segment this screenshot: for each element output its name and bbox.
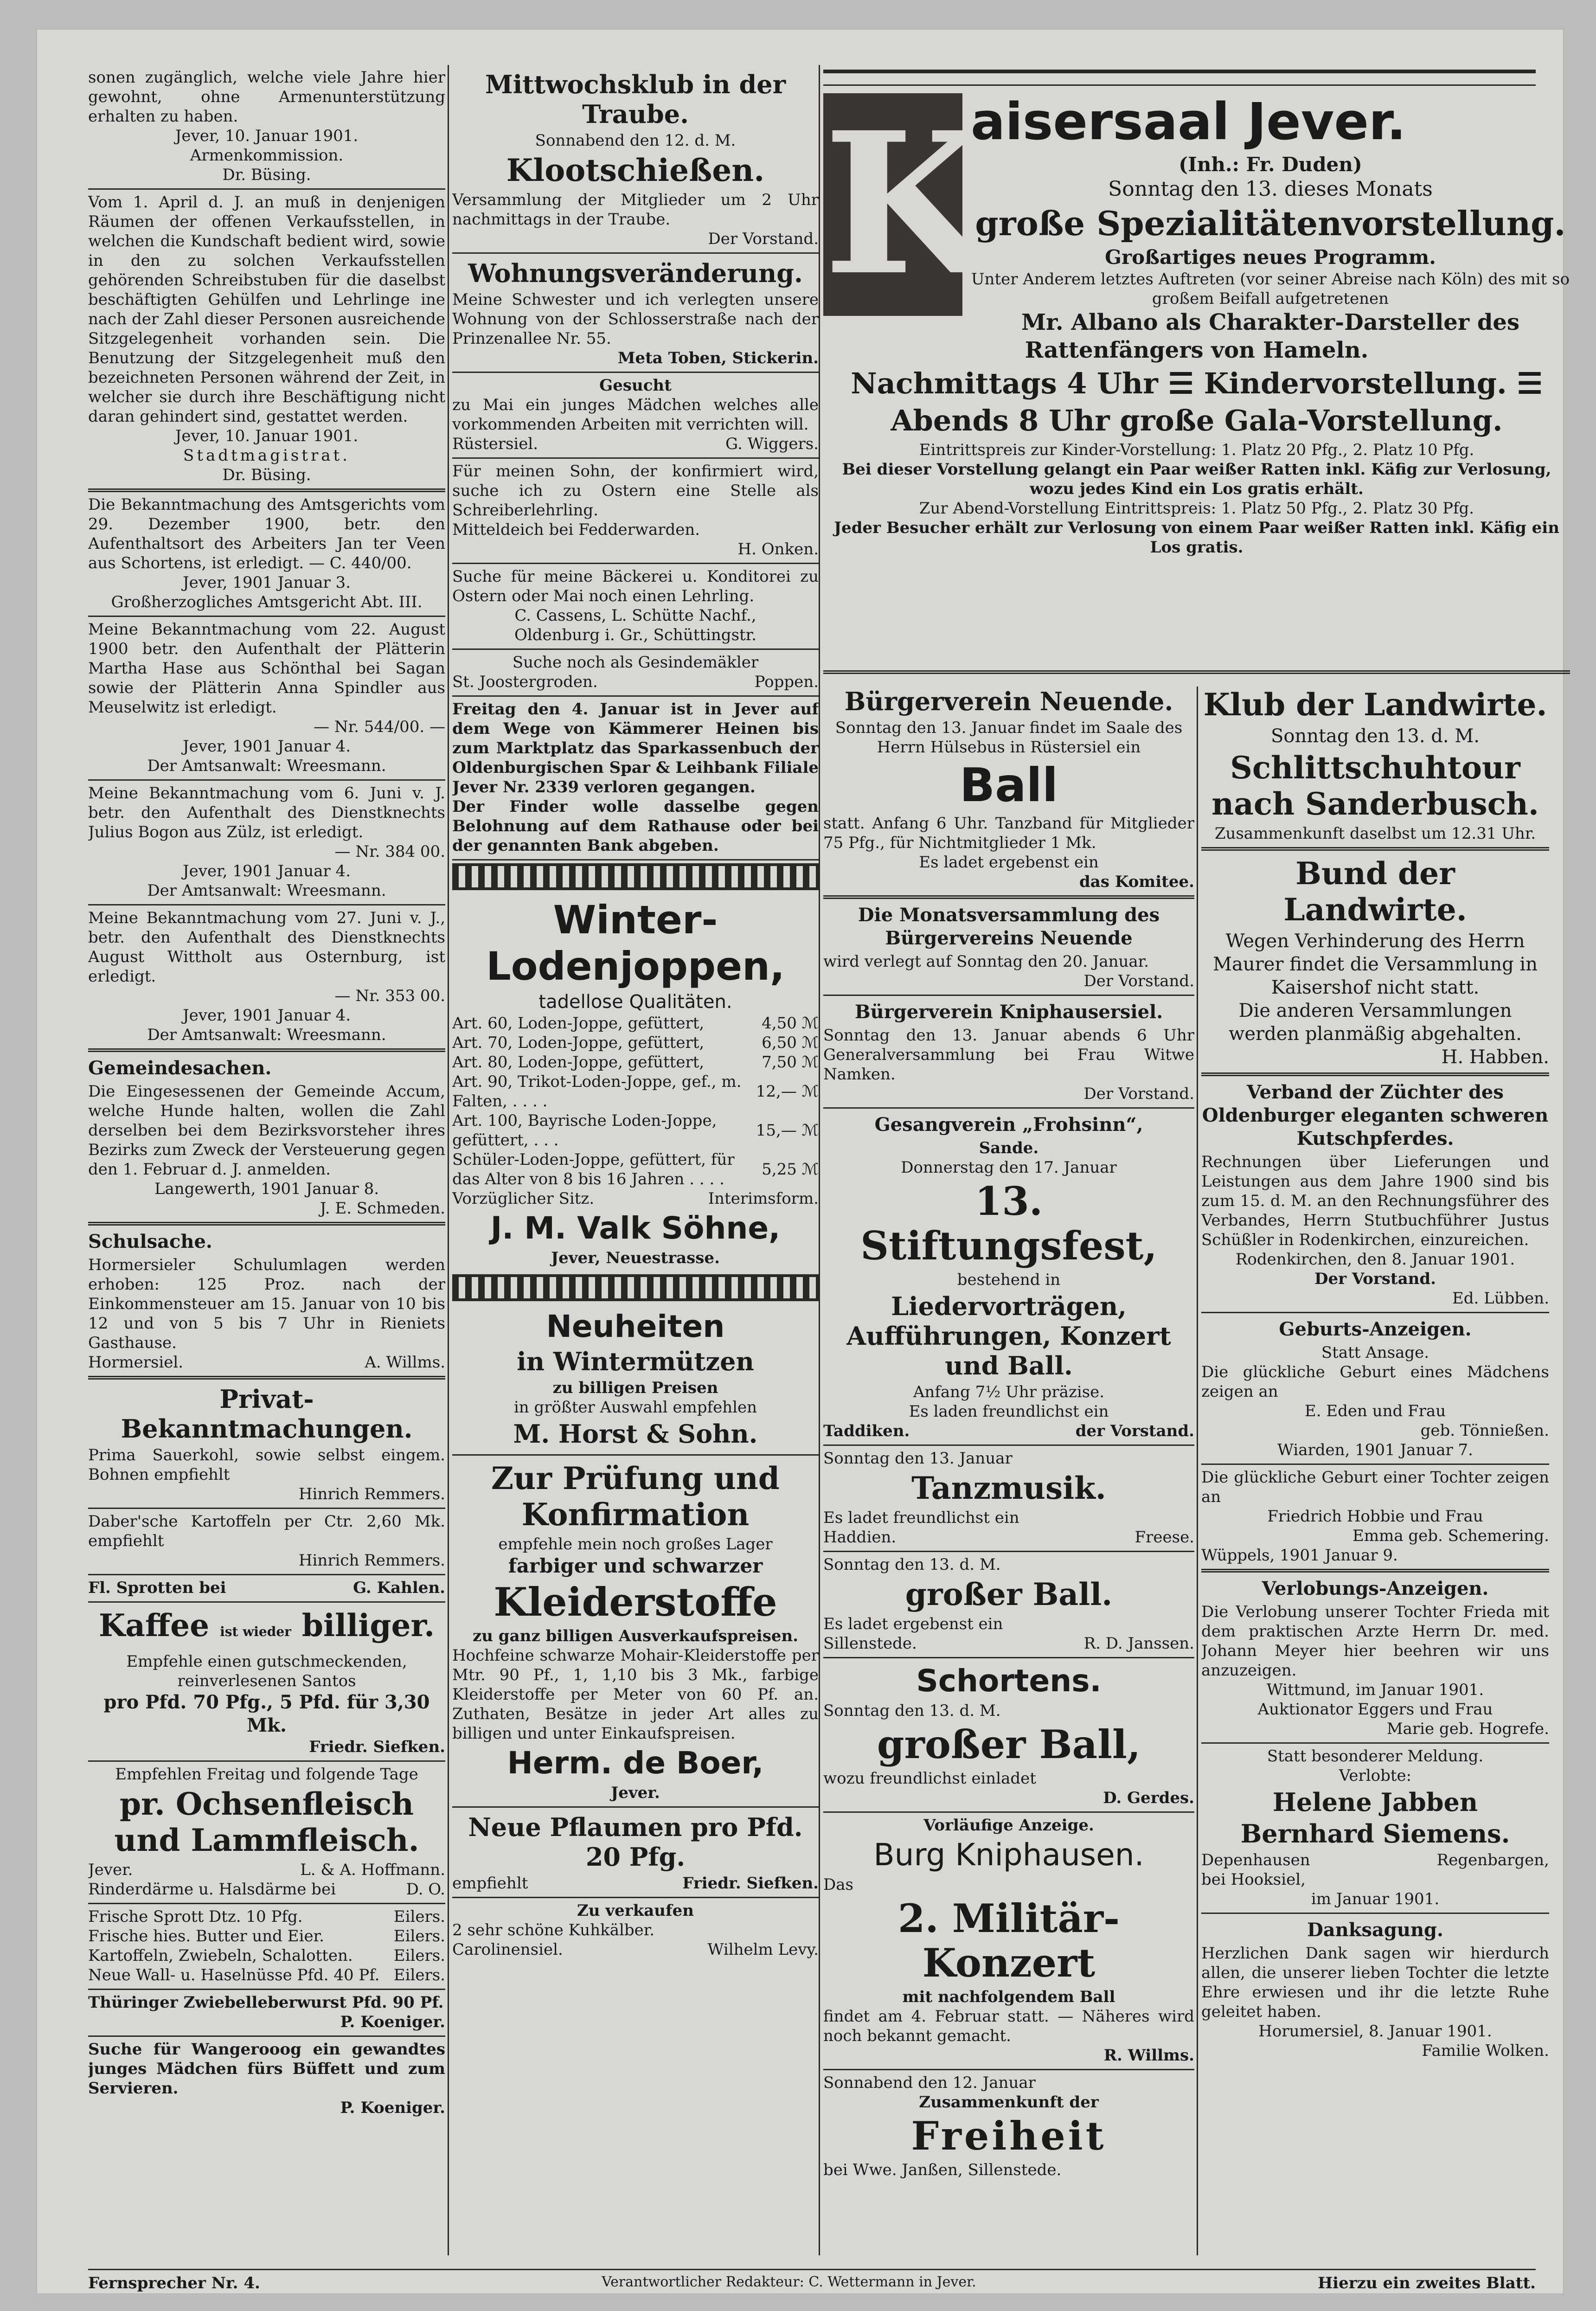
initial-letter: K [823,90,993,319]
ad-baeckerei [452,564,819,650]
ad-artist: Mr. Albano als Charakter-Darsteller des Rattenfängers von Hameln. [1021,309,1519,363]
ad-date: Donnerstag den 17. Januar [901,1158,1117,1177]
ad-place: Jever. [611,1784,660,1802]
ad-place: Oldenburg i. Gr., Schüttingstr. [514,626,757,644]
ad-signature: G. Wiggers. [725,435,819,453]
ad-text: Vorzüglicher Sitz. [452,1189,595,1208]
section-gemeindesachen [88,1052,445,1226]
ad-mittwochsklub [452,65,819,254]
ad-leberwurst [88,1990,445,2037]
page-footer [88,2269,1536,2292]
ad-date: Sonntag den 13. d. M. [1270,725,1480,747]
ad-text: Zusammenkunft daselbst um 12.31 Uhr. [1214,824,1536,843]
notice-text: Vom 1. April d. J. an muß in denjenigen Räumen der offenen Verkaufsstellen, in welchen die Kundschaft bedient wird, sowie in den zu solchen Verkaufsstellen gehörenden Schreibstuben für die daselbst beschäftigten Gehülfen und Lehrlinge ine nach der Zahl dieser Personen ausreichende Sitzgelegenheit vorhanden sein. Die Benutzung der Sitzgelegenheit muß den bezeichneten Personen während der Zeit, in welcher sie durch ihre Beschäftigung nicht daran gehindert sind, gestattet werden. [88,193,445,426]
column-rule [1197,687,1198,2255]
ad-kartoffeln [88,1509,445,1575]
notice-text: sonen zugänglich, welche viele Jahre hier gewohnt, ohne Armenunterstützung erhalten zu haben. [88,68,445,126]
notice-authority: Stadtmagistrat. [183,446,350,465]
ad-text: zu ganz billigen Ausverkaufspreisen. [472,1627,799,1645]
section-heading: Schulsache. [88,1231,212,1252]
ad-text: zu billigen Preisen [552,1379,718,1397]
ad-ball-sillenstede [823,1552,1194,1658]
ad-verlobung-jabben [1201,1744,1549,1914]
ad-place: Haddien. [823,1528,897,1547]
top-rule [823,70,1536,86]
ad-text: Suche noch als Gesindemäkler [512,653,759,672]
ad-headline: Neuheiten [546,1309,725,1344]
notice-text: Meine Bekanntmachung vom 22. August 1900 betr. den Aufenthalt der Plätterin Martha Hase aus Schönthal bei Sagan sowie der Plätterin Anna Spindler aus Meuselwitz ist erledigt. [88,620,445,717]
notice-number: — Nr. 544/00. — [314,718,445,736]
ad-text: Zusammenkunft der [919,2093,1099,2112]
ad-text: Thüringer Zwiebelleberwurst Pfd. 90 Pf. [88,1993,444,2012]
ad-text: in größter Auswahl empfehlen [513,1398,757,1417]
ad-text: Empfehle einen gutschmeckenden, reinverlesenen Santos [126,1652,407,1690]
ad-date: Wüppels, 1901 Januar 9. [1201,1546,1398,1565]
ad-date: Sonntag den 13. Januar [823,1449,1013,1468]
ad-lodenjoppen [452,893,819,1271]
ad-text: empfehle mein noch großes Lager [498,1535,773,1554]
ad-headline: Gesangverein „Frohsinn“, [874,1114,1143,1136]
ad-militaer-konzert [823,1813,1194,2070]
ad-headline: Neue Pflaumen pro Pfd. 20 Pfg. [468,1812,803,1872]
ad-kniphausersiel [823,996,1194,1109]
ad-headline: Tanzmusik. [911,1470,1106,1506]
ad-eilers [88,1904,445,1990]
ad-text: Interimsform. [708,1189,819,1208]
ad-headline: Kleiderstoffe [494,1579,777,1625]
notice-date: Jever, 1901 Januar 4. [182,737,351,756]
notice-signature: A. Willms. [365,1353,445,1372]
ad-kaisersaal [823,90,1570,674]
ad-text: Die anderen Versammlungen werden planmäßig abgehalten. [1229,1000,1522,1045]
ad-text: Jeder Besucher erhält zur Verlosung von einem Paar weißer Ratten inkl. Käfig ein Los gratis. [834,519,1559,557]
ad-signature: J. M. Valk Söhne, [490,1210,781,1246]
ad-signature: geb. Tönnießen. [1420,1421,1549,1440]
ad-text: Wegen Verhinderung des Herrn Maurer findet die Versammlung in Kaisershof nicht statt. [1213,931,1538,998]
ad-place: Rüstersiel. [452,435,538,453]
ad-signature: M. Horst & Sohn. [513,1419,758,1449]
section-heading: Gemeindesachen. [88,1057,272,1079]
ad-text: statt. Anfang 6 Uhr. Tanzband für Mitglieder 75 Pfg., für Nichtmitglieder 1 Mk. [823,814,1194,852]
ad-date: Wittmund, im Januar 1901. [1266,1681,1484,1699]
ad-date: Sonnabend den 12. d. M. [535,131,736,150]
ad-kuhkaelber [452,1898,819,1963]
ad-signature: E. Eden und Frau [1304,1402,1446,1420]
ad-text: Frische Sprott Dtz. 10 Pfg. [88,1907,303,1926]
ad-date: Rodenkirchen, den 8. Januar 1901. [1235,1250,1515,1269]
ad-text: wird verlegt auf Sonntag den 20. Januar. [823,952,1149,971]
ad-headline: Kaffee ist wieder billiger. [98,1607,435,1643]
ad-headline: Bund der Landwirte. [1283,855,1467,928]
ad-price: Eintrittspreis zur Kinder-Vorstellung: 1. Platz 20 Pfg., 2. Platz 10 Pfg. [919,441,1474,459]
ad-signature: Friedr. Siefken. [309,1738,445,1756]
ad-place: Carolinensiel. [452,1940,563,1959]
price-row: Art. 100, Bayrische Loden-Joppe, gefüttert, . . . 15,— ℳ [452,1111,819,1149]
ad-text: Für meinen Sohn, der konfirmiert wird, suche ich zu Ostern eine Stelle als Schreiberlehrling. [452,462,819,520]
ad-place: Sande. [979,1139,1039,1157]
ad-date: Wiarden, 1901 Januar 7. [1277,1441,1473,1459]
ad-place: Regenbargen, [1436,1851,1549,1869]
ad-text: Suche für meine Bäckerei u. Konditorei zu Ostern oder Mai noch einen Lehrling. [452,567,819,605]
ad-signature: Wilhelm Levy. [707,1940,819,1959]
notice-signature: Der Amtsanwalt: Wreesmann. [147,757,386,775]
ad-signature: Friedrich Hobbie und Frau [1267,1507,1483,1526]
ad-headline: Mittwochsklub in der Traube. [485,70,786,129]
ad-date: im Januar 1901. [1311,1890,1440,1908]
ad-date: Horumersiel, 8. Januar 1901. [1258,2022,1492,2041]
ad-text: Die glückliche Geburt eines Mädchens zeigen an [1201,1363,1549,1401]
ad-headline: Freiheit [911,2113,1107,2159]
ad-buergerverein-neuende [823,682,1194,899]
ad-headline: Klootschießen. [506,152,765,188]
ad-text: Es ladet ergebenst ein [919,853,1099,872]
notice-text: Die Bekanntmachung des Amtsgerichts vom 29. Dezember 1900, betr. den Aufenthaltsort des Arbeiters Jan ter Veen aus Schortens, ist erledigt. — C. 440/00. [88,495,445,572]
ad-price: pro Pfd. 70 Pfg., 5 Pfd. für 3,30 Mk. [103,1691,430,1736]
ad-signature: Friedr. Siefken. [682,1874,819,1893]
ad-headline: in Wintermützen [517,1347,754,1376]
ad-text: Kartoffeln, Zwiebeln, Schalotten. [88,1946,353,1965]
ad-danksagung [1201,1914,1549,2064]
ad-headline: Gesucht [599,376,672,395]
column-rule [819,65,820,2255]
ad-signature: Marie geb. Hogrefe. [1386,1720,1549,1738]
ad-headline: Lodenjoppen, [486,944,785,989]
ad-place: St. Joostergroden. [452,673,598,691]
ad-place: bei Wwe. Janßen, Sillenstede. [823,2161,1062,2179]
ad-place: Depenhausen [1201,1851,1310,1869]
notice-amtsgericht [88,492,445,617]
ad-text: bestehend in [957,1271,1061,1289]
ad-geburt-hobbie [1201,1465,1549,1573]
ad-signature: R. D. Janssen. [1083,1634,1194,1653]
ad-headline: aisersaal Jever. [971,92,1406,151]
ad-headline: Bernhard Siemens. [1240,1819,1510,1849]
ad-signature: Hinrich Remmers. [298,1485,445,1503]
ad-headline: Bürgerverein Neuende. [844,687,1173,716]
ad-signature: H. Onken. [737,540,819,558]
ad-text: wozu freundlichst einladet [823,1769,1036,1788]
ad-date: Sonntag den 13. dieses Monats [1108,177,1433,201]
ad-signature: Eilers. [393,1946,445,1965]
ad-text: Die glückliche Geburt einer Tochter zeigen an [1201,1468,1549,1506]
notice-date: Jever, 1901 Januar 4. [182,1006,351,1025]
ad-signature: Eilers. [393,1966,445,1984]
ad-signature: G. Kahlen. [353,1579,445,1597]
ad-text: Das [823,1875,853,1894]
ad-gesucht [452,373,819,459]
ad-frohsinn [823,1109,1194,1446]
ad-signature: D. O. [406,1880,445,1899]
ad-signature: R. Willms. [1103,2046,1194,2065]
ad-schedule: Nachmittags 4 Uhr ☰ Kindervorstellung. ☰ [851,366,1543,400]
ad-text: Frische hies. Butter und Eier. [88,1927,324,1945]
footer-note: Hierzu ein zweites Blatt. [1318,2274,1536,2292]
ad-text: Sonntag den 13. Januar findet im Saale des Herrn Hülsebus in Rüstersiel ein [835,719,1183,757]
ad-text: Verlobte: [1339,1766,1412,1785]
notice-signature: Der Amtsanwalt: Wreesmann. [147,1026,386,1044]
notice-plaetterin [88,617,445,781]
ad-headline: Wohnungsveränderung. [468,258,803,288]
notice-signature: Großherzogliches Amtsgericht Abt. III. [111,593,423,611]
ad-headline: Schlittschuhtour nach Sanderbusch. [1211,750,1539,822]
ad-headline: großer Ball. [905,1576,1113,1612]
ad-text: Rinderdärme u. Halsdärme bei [88,1880,336,1899]
ad-text: Es ladet ergebenst ein [823,1615,1003,1633]
ad-text: Anfang 7½ Uhr präzise. [913,1383,1105,1401]
ad-sprotten [88,1575,445,1603]
ad-schedule: Abends 8 Uhr große Gala-Vorstellung. [891,404,1503,437]
ad-signature: P. Koeniger. [340,2013,445,2031]
ad-text: Herzlichen Dank sagen wir hierdurch allen, die unserer lieben Tochter die letzte Ehre erwiesen und ihr die letzte Ruhe geleitet haben. [1201,1944,1549,2021]
ad-headline: 13. Stiftungsfest, [860,1178,1157,1269]
ad-monatsversammlung [823,899,1194,996]
notice-text: Meine Bekanntmachung vom 6. Juni v. J. betr. den Aufenthalt des Dienstknechts Julius Bogon aus Zülz, ist erledigt. [88,784,445,841]
ad-text: Fl. Sprotten bei [88,1579,226,1597]
ad-text: findet am 4. Februar statt. — Näheres wird noch bekannt gemacht. [823,2007,1194,2045]
column-1 [88,65,445,2255]
ad-signature: Taddiken. [823,1422,910,1440]
footer-phone: Fernsprecher Nr. 4. [88,2274,260,2292]
ad-kaffee [88,1603,445,1762]
ad-place: Sillenstede. [823,1634,917,1653]
ad-text: Statt Ansage. [1321,1343,1429,1362]
notice-signature: Dr. Büsing. [222,466,311,484]
ad-signature: Familie Wolken. [1422,2041,1549,2060]
ad-headline: Schortens. [916,1663,1102,1699]
notice-number: — Nr. 384 00. [334,842,445,861]
ad-signature: Poppen. [754,673,819,691]
ad-headline: pr. Ochsenfleisch und Lammfleisch. [114,1786,419,1858]
price-row: Art. 90, Trikot-Loden-Joppe, gef., m. Falten, . . . . 12,— ℳ [452,1072,819,1111]
ad-text: Empfehlen Freitag und folgende Tage [115,1765,418,1784]
ad-geburt-eden [1201,1313,1549,1465]
ad-text: Hochfeine schwarze Mohair-Kleiderstoffe per Mtr. 90 Pf., 1, 1,10 bis 3 Mk., farbige Kleiderstoffe per Meter von 60 Pf. an. Zuthaten, Besätze in jeder Art alles zu billigen und unter Einkaufspreisen. [452,1646,819,1743]
ad-signature: der Vorstand. [1075,1422,1194,1440]
notice-date: Jever, 10. Januar 1901. [175,427,359,445]
ad-signature: Freese. [1135,1528,1194,1547]
notice-place: Hormersiel. [88,1353,184,1372]
price-row: Art. 70, Loden-Joppe, gefüttert, 6,50 ℳ [452,1034,819,1052]
ad-wohnung [452,254,819,373]
ad-bund-landwirte [1201,851,1549,1076]
ad-zuechterverband [1201,1076,1549,1313]
ad-maedchen [88,2037,445,2121]
ad-signature: Hinrich Remmers. [298,1551,445,1570]
ad-headline: Klub der Landwirte. [1203,687,1547,723]
ad-headline: Verband der Züchter des Oldenburger eleganten schweren Kutschpferdes. [1202,1081,1549,1149]
notice-signature: J. E. Schmeden. [320,1199,445,1218]
ad-headline: Helene Jabben [1272,1787,1478,1817]
ad-place: Jever. [88,1861,133,1879]
ad-gesindemaekler [452,650,819,697]
ad-signature: Emma geb. Schemering. [1352,1527,1549,1545]
ad-text: Rechnungen über Lieferungen und Leistungen aus dem Jahre 1900 sind bis zum 15. d. M. an den Rechnungsführer des Verbandes, Herrn Stutbuchführer Justus Schüßler in Rodenkirchen, einzureichen. [1201,1153,1549,1249]
ad-ochsenfleisch [88,1762,445,1904]
column-2 [452,65,819,2255]
notice-date: Jever, 10. Januar 1901. [175,127,359,145]
ad-headline: Winter- [553,897,718,943]
ad-subheadline: Großartiges neues Programm. [1105,246,1436,269]
ad-signature: H. Habben. [1441,1046,1549,1068]
ad-signature: P. Koeniger. [340,2099,445,2117]
section-heading: Verlobungs-Anzeigen. [1262,1578,1489,1599]
ad-text: Neue Wall- u. Haselnüsse Pfd. 40 Pf. [88,1966,380,1984]
ad-text: Bei dieser Vorstellung gelangt ein Paar weißer Ratten inkl. Käfig zur Verlosung, wozu jedes Kind ein Los gratis erhält. [842,460,1551,498]
ad-sauerkohl [88,1380,445,1509]
ad-headline: große Spezialitätenvorstellung. [975,204,1566,243]
ornament-border [452,1274,819,1301]
ad-signature: Ed. Lübben. [1452,1289,1549,1308]
notice-text: Hormersieler Schulumlagen werden erhoben: 125 Proz. nach der Einkommensteuer am 15. Januar von 10 bis 12 und von 5 bis 7 Uhr in Rieniets Gasthause. [88,1256,445,1352]
notice-text: Meine Bekanntmachung vom 27. Juni v. J., betr. den Aufenthalt des Dienstknechts August Wittholt aus Osternburg, ist erledigt. [88,909,445,986]
notice-wittholt [88,905,445,1052]
notice-armenkommission [88,65,445,190]
section-heading: Danksagung. [1307,1919,1443,1941]
ad-price: Zur Abend-Vorstellung Eintrittspreis: 1. Platz 50 Pfg., 2. Platz 30 Pfg. [919,499,1474,518]
ad-signature: Der Vorstand. [708,230,819,248]
price-row: Art. 80, Loden-Joppe, gefüttert, 7,50 ℳ [452,1053,819,1072]
ad-text: zu Mai ein junges Mädchen welches alle vorkommenden Arbeiten mit verrichten will. [452,396,819,434]
ad-signature: Auktionator Eggers und Frau [1257,1700,1493,1719]
ad-freiheit [823,2070,1194,2183]
ad-text: Es ladet freundlichst ein [823,1509,1019,1527]
ad-signature: D. Gerdes. [1103,1789,1194,1807]
ad-owner: (Inh.: Fr. Duden) [1179,153,1362,176]
notice-text: Die Eingesessenen der Gemeinde Accum, welche Hunde halten, wollen die Zahl derselben bei dem Bezirksvorsteher ihres Bezirks zum Zweck der Versteuerung gegen den 1. Februar d. J. anmelden. [88,1082,445,1179]
price-row: Schüler-Loden-Joppe, gefüttert, für das Alter von 8 bis 16 Jahren . . . . 5,25 ℳ [452,1150,819,1188]
ad-signature: C. Cassens, L. Schütte Nachf., [514,606,756,625]
ad-signature: Der Vorstand. [1314,1270,1436,1288]
ad-signature: das Komitee. [1079,873,1194,891]
section-heading: Privat-Bekanntmachungen. [121,1384,413,1444]
ad-sparkassenbuch [452,697,819,860]
ad-text: Unter Anderem letztes Auftreten (vor seiner Abreise nach Köln) des mit so großem Beifall aufgetretenen [971,270,1570,308]
footer-editor: Verantwortlicher Redakteur: C. Wettermann in Jever. [602,2274,976,2290]
ad-place: bei Hooksiel, [1201,1870,1306,1889]
notice-signature: Der Amtsanwalt: Wreesmann. [147,881,386,900]
price-table [452,1014,819,1189]
ad-kleiderstoffe [452,1456,819,1808]
notice-number: — Nr. 353 00. [334,987,445,1005]
ad-text: Der Finder wolle dasselbe gegen Belohnung auf dem Rathause oder bei der genannten Bank abgeben. [452,797,819,855]
price-row: Art. 60, Loden-Joppe, gefüttert, 4,50 ℳ [452,1014,819,1033]
ad-text: Daber'sche Kartoffeln per Ctr. 2,60 Mk. empfiehlt [88,1512,445,1550]
ad-text: Statt besonderer Meldung. [1267,1747,1484,1765]
ad-text: empfiehlt [452,1874,528,1893]
ad-headline: Liedervorträgen, Aufführungen, Konzert und Ball. [846,1291,1171,1380]
ad-headline: Burg Kniphausen. [873,1837,1144,1873]
ad-signature: Eilers. [393,1927,445,1945]
column-4 [1201,682,1549,2255]
section-schulsache [88,1226,445,1380]
ad-schortens [823,1658,1194,1813]
ad-text: Suche für Wangerooog ein gewandtes junges Mädchen fürs Büffett und zum Servieren. [88,2040,445,2098]
ad-signature: Der Vorstand. [1083,1085,1194,1103]
ad-subheadline: tadellose Qualitäten. [538,991,732,1013]
ad-pflaumen [452,1808,819,1898]
ad-headline: 2. Militär-Konzert [898,1895,1120,1986]
ornament-border [452,863,819,890]
notice-authority: Armenkommission. [190,146,344,165]
ad-signature: Meta Toben, Stickerin. [617,349,819,367]
ad-text: Versammlung der Mitglieder um 2 Uhr nachmittags in der Traube. [452,191,819,229]
ad-lehrling [452,459,819,564]
ad-tanzmusik [823,1446,1194,1552]
ad-signature: Der Vorstand. [1083,972,1194,990]
ad-text: Sonntag den 13. Januar abends 6 Uhr Generalversammlung bei Frau Witwe Namken. [823,1026,1194,1084]
ad-date: Sonntag den 13. d. M. [823,1555,1001,1574]
ad-headline: Zu verkaufen [577,1901,694,1920]
notice-bogon [88,781,445,905]
ad-text: Prima Sauerkohl, sowie selbst eingem. Bohnen empfiehlt [88,1446,445,1484]
ad-signature: Herm. de Boer, [507,1745,764,1781]
ad-text: mit nachfolgendem Ball [902,1988,1115,2006]
ad-date: Sonntag den 13. d. M. [823,1701,1001,1720]
ad-headline: großer Ball, [877,1721,1141,1767]
notice-signature: Dr. Büsing. [222,166,311,184]
ad-signature: L. & A. Hoffmann. [300,1861,445,1879]
section-heading: Geburts-Anzeigen. [1279,1318,1472,1340]
ad-signature: Eilers. [393,1907,445,1926]
column-rule [448,65,449,2255]
ad-text: farbiger und schwarzer [508,1554,763,1577]
ad-text: Es laden freundlichst ein [909,1402,1109,1421]
ad-headline: Ball [959,758,1058,812]
ad-text: Meine Schwester und ich verlegten unsere Wohnung von der Schlosserstraße nach der Prinzenallee Nr. 55. [452,290,819,348]
notice-sitzgelegenheit [88,190,445,492]
ad-text: 2 sehr schöne Kuhkälber. [452,1921,655,1939]
ad-subheadline: Vorläufige Anzeige. [923,1816,1094,1835]
column-3 [823,682,1194,2255]
notice-date: Jever, 1901 Januar 4. [182,862,351,880]
ad-text: Freitag den 4. Januar ist in Jever auf dem Wege von Kämmerer Heinen bis zum Marktplatz das Sparkassenbuch der Oldenburgischen Spar & Leihbank Filiale Jever Nr. 2339 verloren gegangen. [452,700,819,796]
ad-klub-landwirte [1201,682,1549,851]
ad-wintermuetzen [452,1304,819,1456]
ad-verlobung-eggers [1201,1573,1549,1744]
notice-date: Jever, 1901 Januar 3. [182,573,351,592]
ad-place: Mitteldeich bei Fedderwarden. [452,520,700,539]
notice-date: Langewerth, 1901 Januar 8. [154,1180,379,1198]
ad-text: Die Verlobung unserer Tochter Frieda mit dem praktischen Arzte Herrn Dr. med. Johann Meyer hier beehren wir uns anzuzeigen. [1201,1603,1549,1680]
ad-headline: Zur Prüfung und Konfirmation [491,1460,780,1533]
ad-headline: Bürgerverein Kniphausersiel. [854,1001,1163,1023]
ad-date: Sonnabend den 12. Januar [823,2073,1036,2092]
ad-place: Jever, Neuestrasse. [551,1249,720,1267]
ad-headline: Die Monatsversammlung des Bürgervereins Neuende [858,904,1160,949]
